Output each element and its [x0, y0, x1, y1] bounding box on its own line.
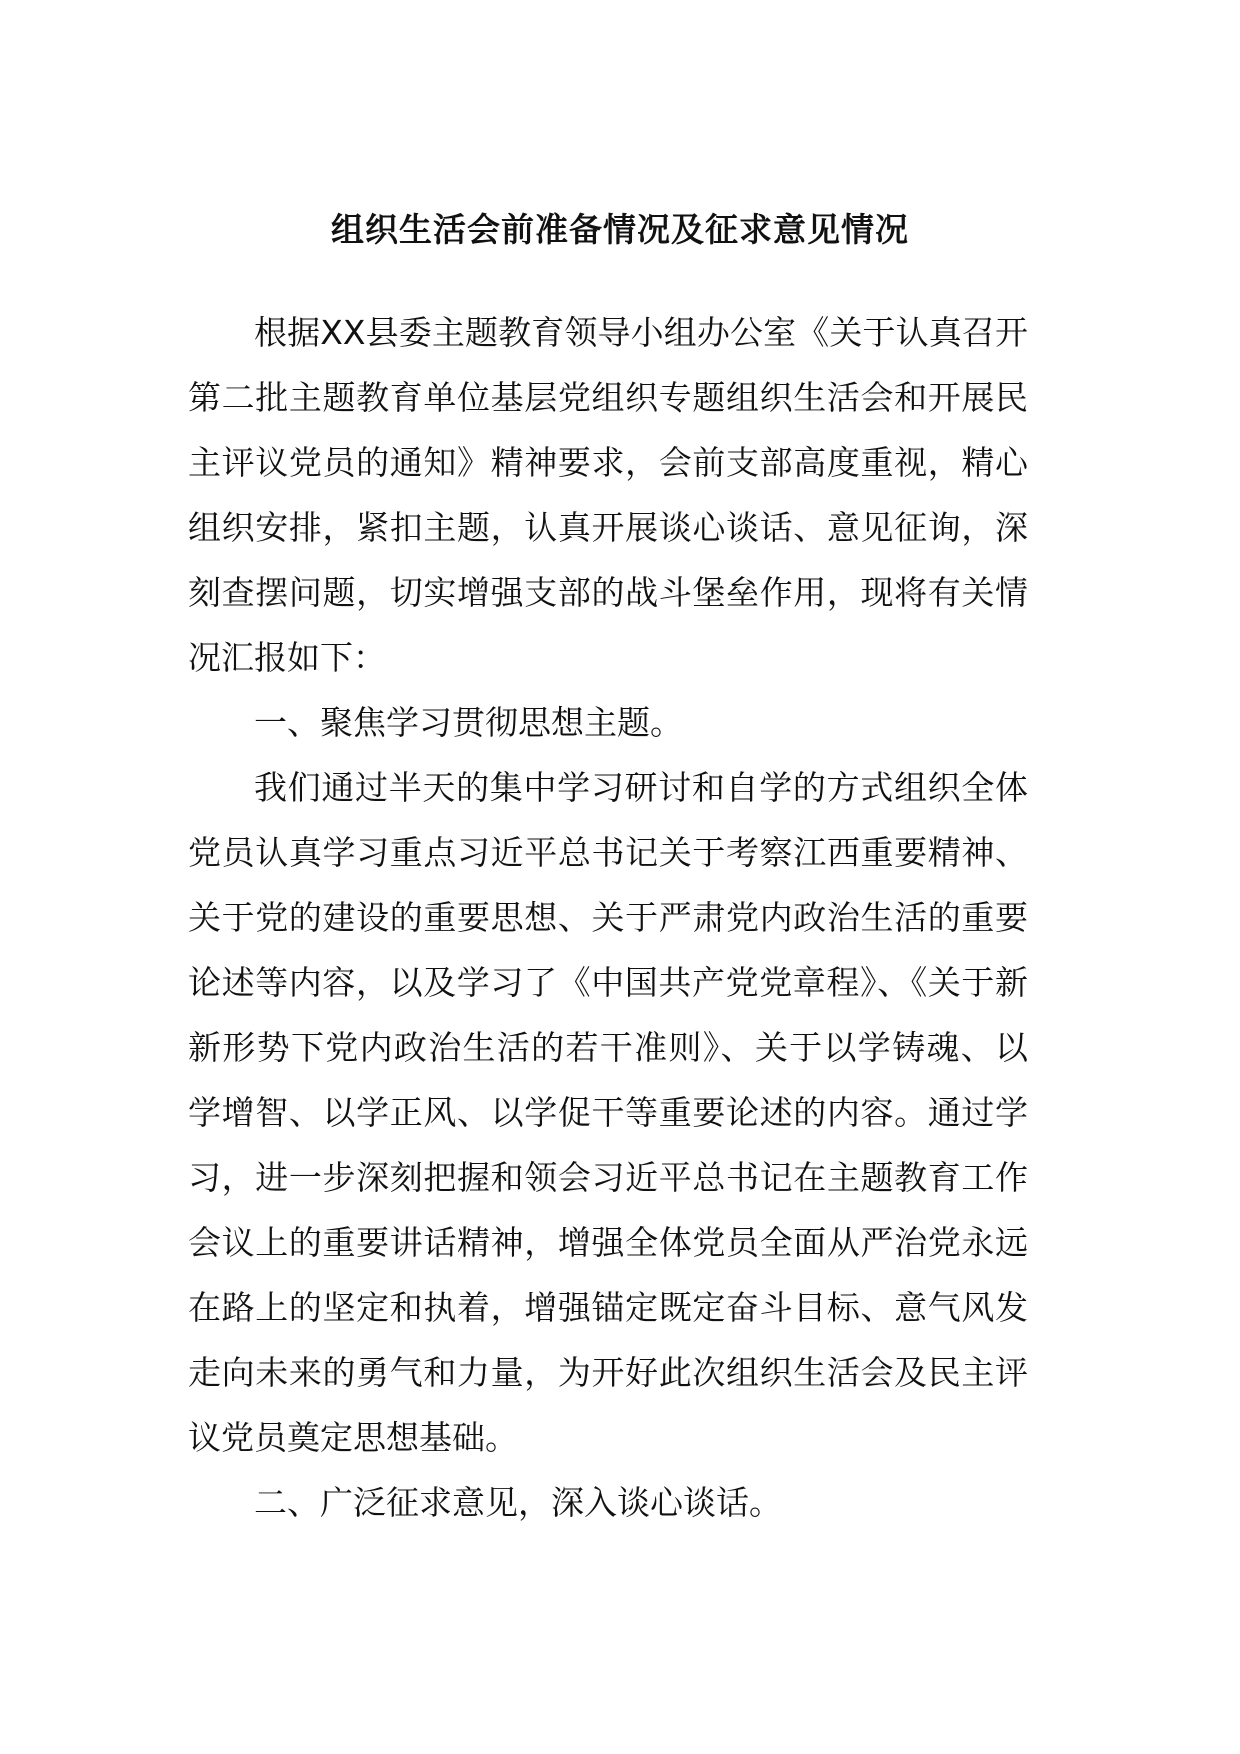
- section-heading-2: 二、广泛征求意见，深入谈心谈话。: [254, 1483, 782, 1522]
- document-body: [188, 300, 1028, 1535]
- paragraph-study: 我们通过半天的集中学习研讨和自学的方式组织全体党员认真学习重点习近平总书记关于考察江西重要精神、关于党的建设的重要思想、关于严肃党内政治生活的重要论述等内容，以及学习了《中国共产党党章程》、《关于新新形势下党内政治生活的若干准则》、关于以学铸魂、以学增智、以学正风、以学促干等重要论述的内容。通过学习，进一步深刻把握和领会习近平总书记在主题教育工作会议上的重要讲话精神，增强全体党员全面从严治党永远在路上的坚定和执着，增强锚定既定奋斗目标、意气风发走向未来的勇气和力量，为开好此次组织生活会及民主评议党员奠定思想基础。: [188, 768, 1028, 1457]
- section-heading-1: 一、聚焦学习贯彻思想主题。: [254, 703, 683, 742]
- document-title: 组织生活会前准备情况及征求意见情况: [331, 210, 909, 249]
- paragraph-intro: 根据XX县委主题教育领导小组办公室《关于认真召开第二批主题教育单位基层党组织专题组织生活会和开展民主评议党员的通知》精神要求，会前支部高度重视，精心组织安排，紧扣主题，认真开展谈心谈话、意见征询，深刻查摆问题，切实增强支部的战斗堡垒作用，现将有关情况汇报如下：: [188, 313, 1028, 677]
